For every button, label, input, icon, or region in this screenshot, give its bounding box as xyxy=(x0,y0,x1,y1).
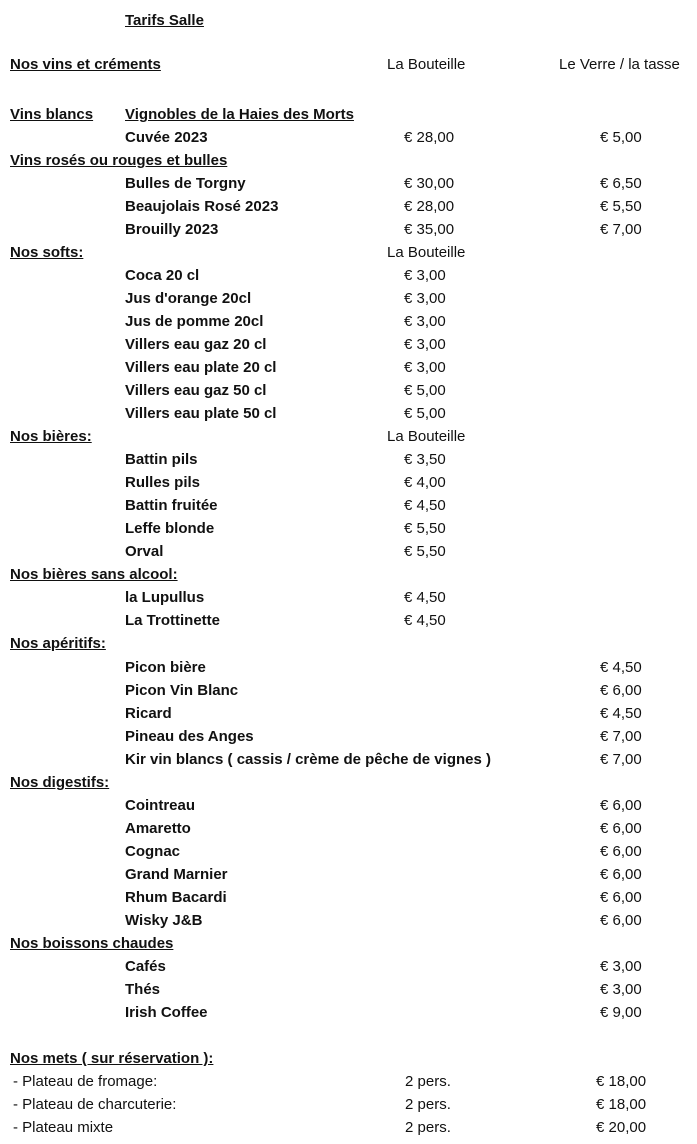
food-item-quantity: 2 pers. xyxy=(405,1096,451,1113)
item-price-glass: € 7,00 xyxy=(600,728,642,745)
digestifs-heading-row xyxy=(0,771,697,794)
item-name: Rhum Bacardi xyxy=(125,889,227,906)
menu-item-row xyxy=(0,379,697,402)
item-name: La Trottinette xyxy=(125,612,221,629)
item-price-glass: € 6,50 xyxy=(600,175,642,192)
item-name: Cognac xyxy=(125,843,181,860)
item-name: Brouilly 2023 xyxy=(125,221,219,238)
item-name: Jus de pomme 20cl xyxy=(125,313,264,330)
category-label-rose-wines: Vins rosés ou rouges et bulles xyxy=(10,152,228,169)
item-name: Battin fruitée xyxy=(125,497,218,514)
food-item-name: - Plateau mixte xyxy=(13,1119,114,1136)
item-price-glass: € 4,50 xyxy=(600,705,642,722)
header-row xyxy=(0,53,697,76)
item-price-glass: € 6,00 xyxy=(600,797,642,814)
item-name: Bulles de Torgny xyxy=(125,175,246,192)
item-price-glass: € 3,00 xyxy=(600,981,642,998)
item-price: € 5,50 xyxy=(404,520,446,537)
column-header-bottle: La Bouteille xyxy=(387,428,466,445)
menu-item-row xyxy=(0,794,697,817)
menu-item-row xyxy=(0,886,697,909)
item-name: Battin pils xyxy=(125,451,198,468)
category-label-hot-drinks: Nos boissons chaudes xyxy=(10,935,174,952)
item-name: Villers eau plate 50 cl xyxy=(125,405,277,422)
menu-item-row xyxy=(0,517,697,540)
category-label-white-wines: Vins blancs xyxy=(10,106,94,123)
item-name: Thés xyxy=(125,981,161,998)
item-price: € 3,00 xyxy=(404,313,446,330)
item-name: Cointreau xyxy=(125,797,196,814)
category-label-softs: Nos softs: xyxy=(10,244,84,261)
menu-item-row xyxy=(0,609,697,632)
item-price-glass: € 9,00 xyxy=(600,1004,642,1021)
menu-item-row xyxy=(0,172,697,195)
item-price-bottle: € 30,00 xyxy=(404,175,455,192)
item-price-bottle: € 28,00 xyxy=(404,129,455,146)
menu-item-row xyxy=(0,863,697,886)
menu-item-row xyxy=(0,356,697,379)
page-title: Tarifs Salle xyxy=(125,12,204,29)
menu-item-row xyxy=(0,955,697,978)
item-price-glass: € 5,50 xyxy=(600,198,642,215)
item-price-bottle: € 28,00 xyxy=(404,198,455,215)
item-price: € 3,00 xyxy=(404,290,446,307)
item-price-glass: € 6,00 xyxy=(600,889,642,906)
item-price-glass: € 7,00 xyxy=(600,221,642,238)
food-item-row xyxy=(0,1070,697,1093)
hot-drinks-heading-row xyxy=(0,932,697,955)
menu-item-row xyxy=(0,656,697,679)
item-name: Jus d'orange 20cl xyxy=(125,290,252,307)
item-price-glass: € 6,00 xyxy=(600,843,642,860)
menu-item-row xyxy=(0,1001,697,1024)
category-label-food: Nos mets ( sur réservation ): xyxy=(10,1050,214,1067)
food-item-price: € 18,00 xyxy=(596,1096,647,1113)
category-label-beers: Nos bières: xyxy=(10,428,92,445)
item-name: Cuvée 2023 xyxy=(125,129,208,146)
column-header-glass: Le Verre / la tasse xyxy=(559,56,680,73)
wine-white-heading-row xyxy=(0,103,697,126)
beers-heading-row xyxy=(0,425,697,448)
title-row xyxy=(0,9,697,32)
item-price-glass: € 6,00 xyxy=(600,682,642,699)
menu-item-row xyxy=(0,471,697,494)
item-name: Orval xyxy=(125,543,164,560)
menu-item-row xyxy=(0,310,697,333)
food-item-price: € 20,00 xyxy=(596,1119,647,1136)
item-price-glass: € 6,00 xyxy=(600,866,642,883)
item-price: € 4,50 xyxy=(404,612,446,629)
item-price: € 5,00 xyxy=(404,405,446,422)
item-name: Coca 20 cl xyxy=(125,267,200,284)
item-price: € 4,50 xyxy=(404,589,446,606)
item-price: € 4,00 xyxy=(404,474,446,491)
menu-item-row xyxy=(0,402,697,425)
menu-item-row xyxy=(0,748,697,771)
item-name: Irish Coffee xyxy=(125,1004,208,1021)
menu-item-row xyxy=(0,494,697,517)
item-name: Wisky J&B xyxy=(125,912,203,929)
menu-item-row xyxy=(0,126,697,149)
food-item-quantity: 2 pers. xyxy=(405,1119,451,1136)
menu-item-row xyxy=(0,702,697,725)
item-name: Villers eau plate 20 cl xyxy=(125,359,277,376)
item-price: € 3,00 xyxy=(404,267,446,284)
item-price: € 3,00 xyxy=(404,359,446,376)
food-heading-row xyxy=(0,1047,697,1070)
item-name: Leffe blonde xyxy=(125,520,215,537)
menu-item-row xyxy=(0,679,697,702)
item-price: € 5,00 xyxy=(404,382,446,399)
item-name: Villers eau gaz 20 cl xyxy=(125,336,267,353)
item-name: Villers eau gaz 50 cl xyxy=(125,382,267,399)
aperitifs-heading-row xyxy=(0,632,697,655)
item-price-bottle: € 35,00 xyxy=(404,221,455,238)
food-item-price: € 18,00 xyxy=(596,1073,647,1090)
item-name: Kir vin blancs ( cassis / crème de pêche de vignes ) xyxy=(125,751,491,768)
column-header-bottle: La Bouteille xyxy=(387,56,466,73)
column-header-bottle: La Bouteille xyxy=(387,244,466,261)
menu-item-row xyxy=(0,287,697,310)
menu-item-row xyxy=(0,333,697,356)
item-name: Ricard xyxy=(125,705,172,722)
item-name: Cafés xyxy=(125,958,166,975)
menu-item-row xyxy=(0,817,697,840)
item-price-glass: € 6,00 xyxy=(600,820,642,837)
item-name: la Lupullus xyxy=(125,589,205,606)
item-price: € 3,50 xyxy=(404,451,446,468)
item-name: Beaujolais Rosé 2023 xyxy=(125,198,279,215)
item-price-glass: € 4,50 xyxy=(600,659,642,676)
wine-rose-heading-row xyxy=(0,149,697,172)
item-price-glass: € 7,00 xyxy=(600,751,642,768)
food-item-row xyxy=(0,1093,697,1116)
category-label-aperitifs: Nos apéritifs: xyxy=(10,635,106,652)
menu-item-row xyxy=(0,909,697,932)
food-item-quantity: 2 pers. xyxy=(405,1073,451,1090)
section-heading-wines: Nos vins et créments xyxy=(10,56,161,73)
food-item-name: - Plateau de charcuterie: xyxy=(13,1096,177,1113)
softs-heading-row xyxy=(0,241,697,264)
item-price-glass: € 5,00 xyxy=(600,129,642,146)
food-item-name: - Plateau de fromage: xyxy=(13,1073,158,1090)
item-price: € 4,50 xyxy=(404,497,446,514)
menu-item-row xyxy=(0,195,697,218)
item-price: € 5,50 xyxy=(404,543,446,560)
menu-item-row xyxy=(0,840,697,863)
item-price-glass: € 3,00 xyxy=(600,958,642,975)
menu-item-row xyxy=(0,218,697,241)
item-name: Pineau des Anges xyxy=(125,728,254,745)
menu-item-row xyxy=(0,978,697,1001)
vineyard-name: Vignobles de la Haies des Morts xyxy=(125,106,354,123)
non-alcoholic-heading-row xyxy=(0,563,697,586)
category-label-digestifs: Nos digestifs: xyxy=(10,774,110,791)
menu-item-row xyxy=(0,540,697,563)
item-name: Rulles pils xyxy=(125,474,201,491)
category-label-non-alcoholic-beers: Nos bières sans alcool: xyxy=(10,566,178,583)
item-price: € 3,00 xyxy=(404,336,446,353)
item-price-glass: € 6,00 xyxy=(600,912,642,929)
food-item-row xyxy=(0,1116,697,1139)
item-name: Amaretto xyxy=(125,820,191,837)
menu-item-row xyxy=(0,586,697,609)
menu-item-row xyxy=(0,725,697,748)
menu-item-row xyxy=(0,264,697,287)
menu-item-row xyxy=(0,448,697,471)
item-name: Picon bière xyxy=(125,659,206,676)
item-name: Picon Vin Blanc xyxy=(125,682,239,699)
item-name: Grand Marnier xyxy=(125,866,228,883)
